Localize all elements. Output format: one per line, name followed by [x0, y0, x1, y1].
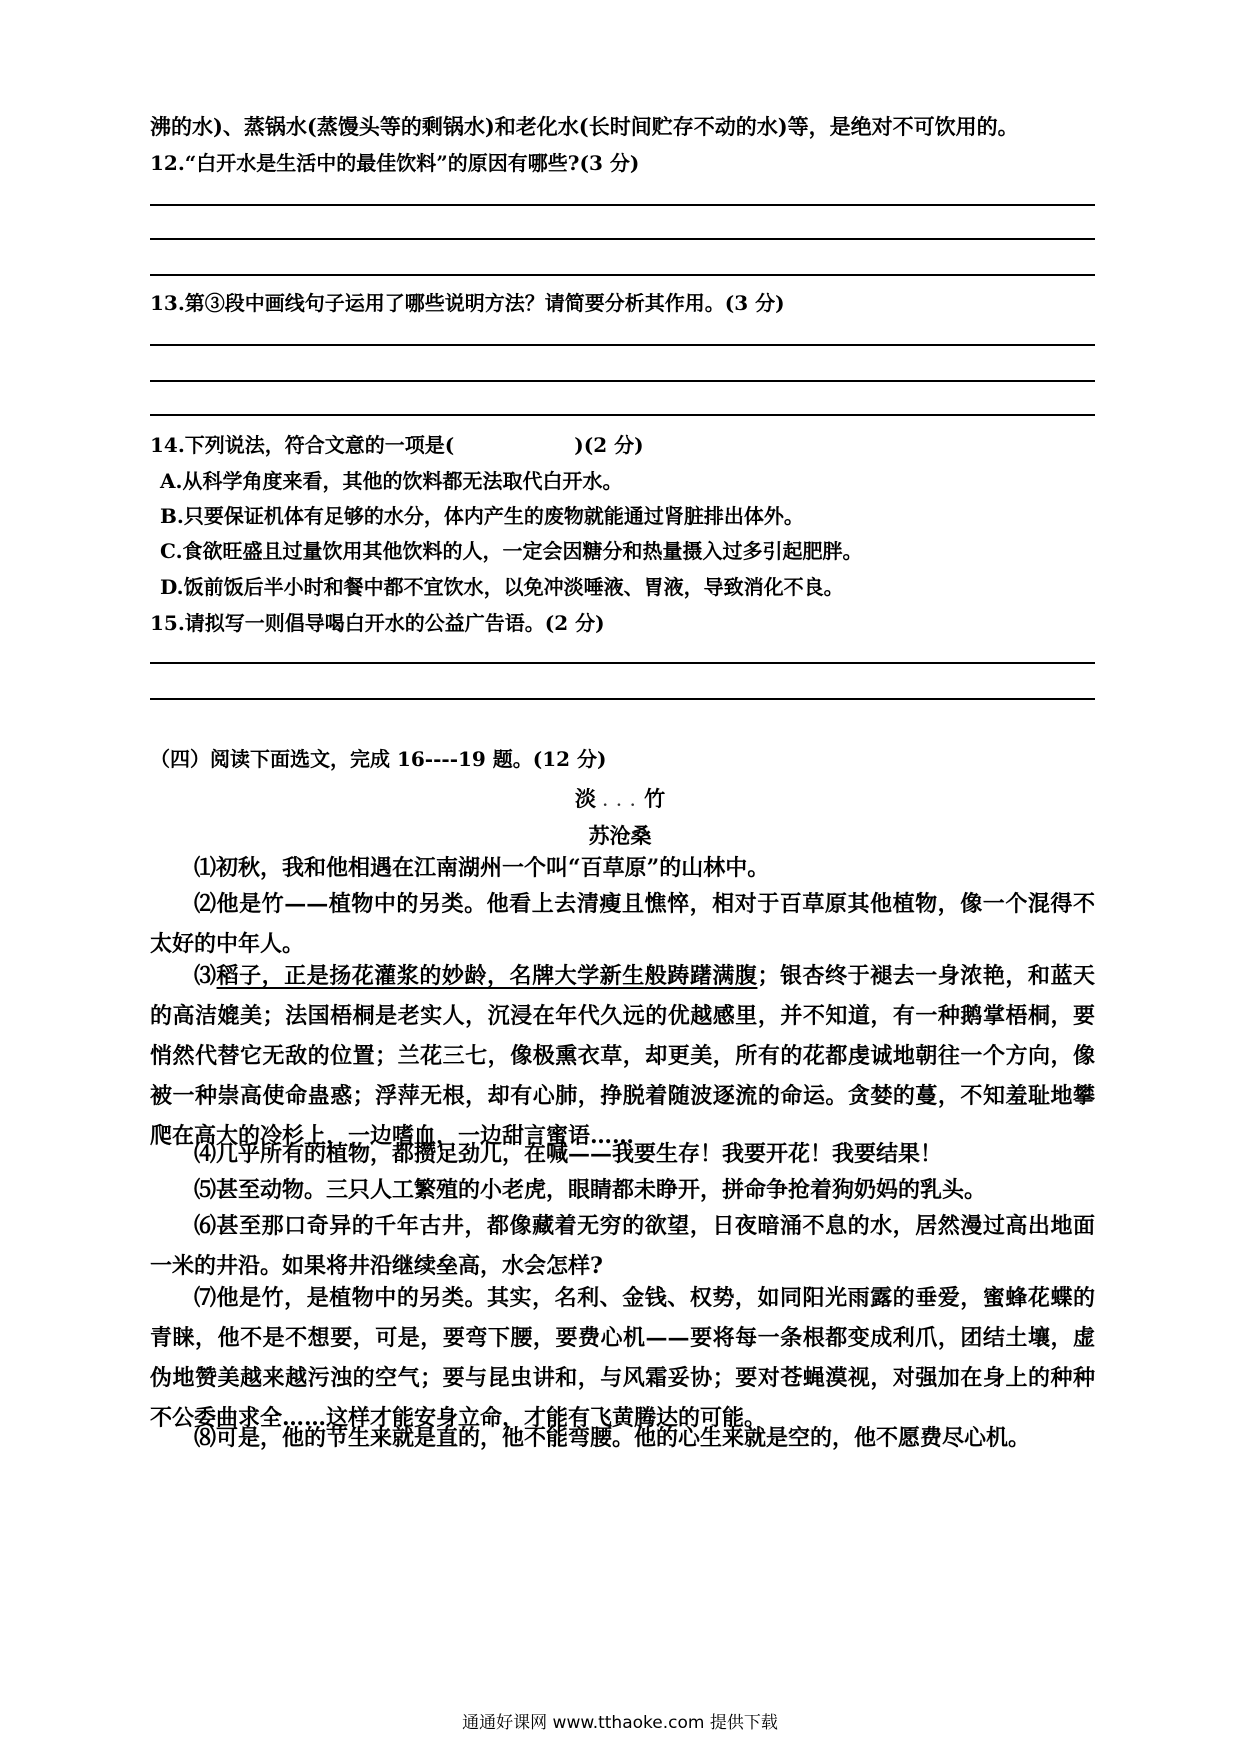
question-15: 15.请拟写一则倡导喝白开水的公益广告语。(2 分) — [150, 611, 605, 635]
answer-line[interactable] — [150, 238, 1095, 240]
paragraph-3-number: ⑶ — [194, 963, 217, 989]
top-line: 沸的水)、蒸锅水(蒸馒头等的剩锅水)和老化水(长时间贮存不动的水)等，是绝对不可饮用的。 — [150, 114, 1019, 139]
answer-line[interactable] — [150, 698, 1095, 700]
paragraph-3-rest: ；银杏终于褪去一身浓艳，和蓝天的高洁媲美；法国梧桐是老实人，沉浸在年代久远的优越感里，并不知道，有一种鹅掌梧桐，要悄然代替它无敌的位置；兰花三七，像极熏衣草，却更美，所有的花都虔诚地朝往一个方向，像被一种崇高使命蛊惑；浮萍无根，却有心肺，挣脱着随波逐流的命运。贪婪的蔓，不知羞耻地攀爬在高大的冷杉上，一边嗜血，一边甜言蜜语…… — [150, 963, 1095, 1149]
paragraph-6: ⑹甚至那口奇异的千年古井，都像藏着无穷的欲望，日夜暗涌不息的水，居然漫过高出地面一米的井沿。如果将井沿继续垒高，水会怎样? — [150, 1213, 1095, 1279]
article-author: 苏沧桑 — [588, 823, 652, 848]
option-b: B.只要保证机体有足够的水分，体内产生的废物就能通过肾脏排出体外。 — [160, 504, 804, 528]
question-14 — [150, 432, 1095, 458]
answer-line[interactable] — [150, 274, 1095, 276]
paragraph-7: ⑺他是竹，是植物中的另类。其实，名利、金钱、权势，如同阳光雨露的垂爱，蜜蜂花蝶的青睐，他不是不想要，可是，要弯下腰，要费心机——要将每一条根都变成利爪，团结土壤，虚伪地赞美越来越污浊的空气；要与昆虫讲和，与风霜妥协；要对苍蝇漠视，对强加在身上的种种不公委曲求全……这样才能安身立命，才能有飞黄腾达的可能。 — [150, 1285, 1095, 1431]
answer-line[interactable] — [150, 204, 1095, 206]
answer-line[interactable] — [150, 344, 1095, 346]
answer-line[interactable] — [150, 414, 1095, 416]
answer-line[interactable] — [150, 380, 1095, 382]
paragraph-4: ⑷几乎所有的植物，都攒足劲儿，在喊——我要生存！我要开花！我要结果！ — [194, 1141, 943, 1167]
article-title — [0, 783, 1240, 813]
option-d: D.饭前饭后半小时和餐中都不宜饮水，以免冲淡唾液、胃液，导致消化不良。 — [160, 575, 844, 599]
question-14-suffix: )(2 分) — [574, 433, 644, 457]
paragraph-3 — [150, 956, 1095, 1156]
paragraph-5: ⑸甚至动物。三只人工繁殖的小老虎，眼睛都未睁开，拼命争抢着狗奶妈的乳头。 — [194, 1177, 987, 1203]
paragraph-2: ⑵他是竹——植物中的另类。他看上去清瘦且憔悴，相对于百草原其他植物，像一个混得不太好的中年人。 — [150, 891, 1095, 957]
title-dots: . . . — [595, 794, 645, 810]
question-12: 12.“白开水是生活中的最佳饮料”的原因有哪些?(3 分) — [150, 151, 640, 175]
title-char-2: 竹 — [644, 786, 666, 811]
footer-credit: 通通好课网 www.tthaoke.com 提供下载 — [462, 1713, 778, 1733]
option-c: C.食欲旺盛且过量饮用其他饮料的人，一定会因糖分和热量摄入过多引起肥胖。 — [160, 539, 863, 563]
option-a: A.从科学角度来看，其他的饮料都无法取代白开水。 — [160, 469, 623, 493]
answer-line[interactable] — [150, 662, 1095, 664]
section-heading: （四）阅读下面选文，完成 16----19 题。(12 分) — [150, 747, 607, 771]
paragraph-8: ⑻可是，他的节生来就是直的，他不能弯腰。他的心生来就是空的，他不愿费尽心机。 — [194, 1425, 1031, 1451]
title-char-1: 淡 — [574, 786, 596, 811]
paragraph-1: ⑴初秋，我和他相遇在江南湖州一个叫“百草原”的山林中。 — [194, 855, 770, 881]
question-14-prefix: 14.下列说法，符合文意的一项是( — [150, 433, 455, 457]
underlined-sentence: 稻子，正是扬花灌浆的妙龄，名牌大学新生般踌躇满腹 — [216, 963, 758, 989]
question-13: 13.第③段中画线句子运用了哪些说明方法？请简要分析其作用。(3 分) — [150, 291, 785, 315]
